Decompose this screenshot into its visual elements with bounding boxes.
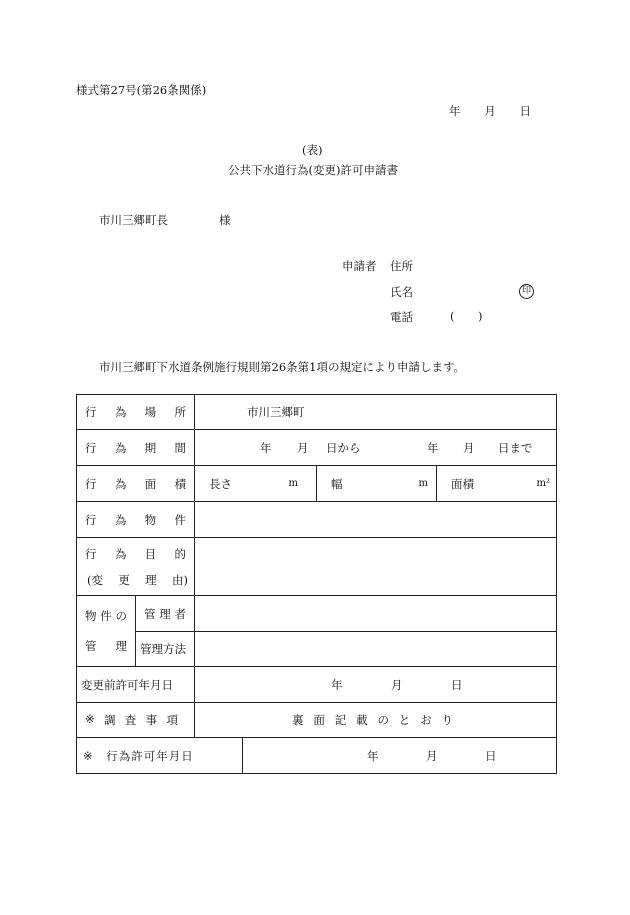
place-value[interactable]	[195, 395, 557, 430]
period-to-year: 年	[427, 440, 439, 455]
period-from-year: 年	[260, 440, 272, 455]
purpose-value[interactable]	[195, 538, 557, 596]
row-permit-date	[77, 738, 557, 774]
width-label: 幅	[331, 476, 343, 491]
survey-label: ※ 調 査 事 項	[77, 703, 195, 738]
permit-date-label-text: 行為許可年月日	[106, 748, 194, 763]
period-from-day: 日から	[326, 440, 361, 455]
row-period	[77, 430, 557, 466]
prev-permit-value[interactable]	[195, 667, 557, 703]
date-day: 日	[519, 104, 531, 118]
applicant-name-label: 氏名	[390, 285, 413, 299]
prev-permit-label: 変更前許可年月日	[77, 667, 195, 703]
place-value-text: 市川三郷町	[247, 405, 305, 419]
area-length-cell[interactable]	[195, 466, 317, 502]
prev-permit-year: 年	[331, 677, 343, 692]
period-to-month: 月	[463, 440, 475, 455]
row-purpose	[77, 538, 557, 596]
object-label: 行 為 物 件	[77, 502, 195, 538]
applicant-phone-label: 電話	[390, 310, 413, 324]
date-month: 月	[484, 104, 496, 118]
survey-value: 裏 面 記 載 の と お り	[195, 703, 557, 738]
phone-paren-close: )	[478, 309, 483, 323]
permit-date-mark: ※	[83, 748, 93, 763]
period-to-day: 日まで	[498, 440, 533, 455]
permit-date-month: 月	[426, 748, 438, 763]
omote-label: (表)	[302, 143, 323, 157]
length-unit: m	[288, 478, 298, 489]
permit-date-year: 年	[367, 748, 379, 763]
row-method	[77, 632, 557, 667]
prev-permit-day: 日	[451, 677, 463, 692]
permit-date-value	[243, 738, 557, 774]
length-label: 長さ	[209, 476, 232, 491]
form-number: 様式第27号(第26条関係)	[76, 83, 207, 97]
addressee-name: 市川三郷町長	[99, 213, 168, 227]
manager-label: 管 理 者	[136, 596, 195, 632]
application-table	[76, 394, 557, 774]
width-unit: m	[418, 478, 428, 489]
date-year: 年	[449, 104, 461, 118]
seal-mark: 印	[519, 284, 534, 299]
header-date	[449, 103, 531, 119]
row-object	[77, 502, 557, 538]
method-label: 管理方法	[136, 632, 195, 667]
object-value[interactable]	[195, 502, 557, 538]
row-survey	[77, 703, 557, 738]
area-area-label: 面積	[451, 476, 474, 491]
applicant-address-label: 住所	[390, 259, 413, 273]
method-value[interactable]	[195, 632, 557, 667]
period-value[interactable]	[195, 430, 557, 466]
place-label: 行 為 場 所	[77, 395, 195, 430]
statement: 市川三郷町下水道条例施行規則第26条第1項の規定により申請します。	[99, 360, 466, 374]
phone-paren-open: (	[450, 309, 455, 323]
permit-date-day: 日	[485, 748, 497, 763]
manager-value[interactable]	[195, 596, 557, 632]
applicant-label: 申請者	[342, 259, 377, 273]
area-unit: m²	[536, 478, 551, 489]
period-from-month: 月	[297, 440, 309, 455]
row-area	[77, 466, 557, 502]
prev-permit-month: 月	[391, 677, 403, 692]
purpose-label: 行 為 目 的 (変 更 理 由)	[77, 538, 195, 596]
addressee-honorific: 様	[219, 213, 231, 227]
row-place	[77, 395, 557, 430]
area-area-cell[interactable]	[437, 466, 557, 502]
row-manager	[77, 596, 557, 632]
management-group-label: 物 件 の 管 理	[77, 596, 136, 667]
row-prev-permit	[77, 667, 557, 703]
page-title: 公共下水道行為(変更)許可申請書	[228, 163, 398, 177]
permit-date-label	[77, 738, 243, 774]
area-width-cell[interactable]	[317, 466, 437, 502]
area-label: 行 為 面 積	[77, 466, 195, 502]
period-label: 行 為 期 間	[77, 430, 195, 466]
